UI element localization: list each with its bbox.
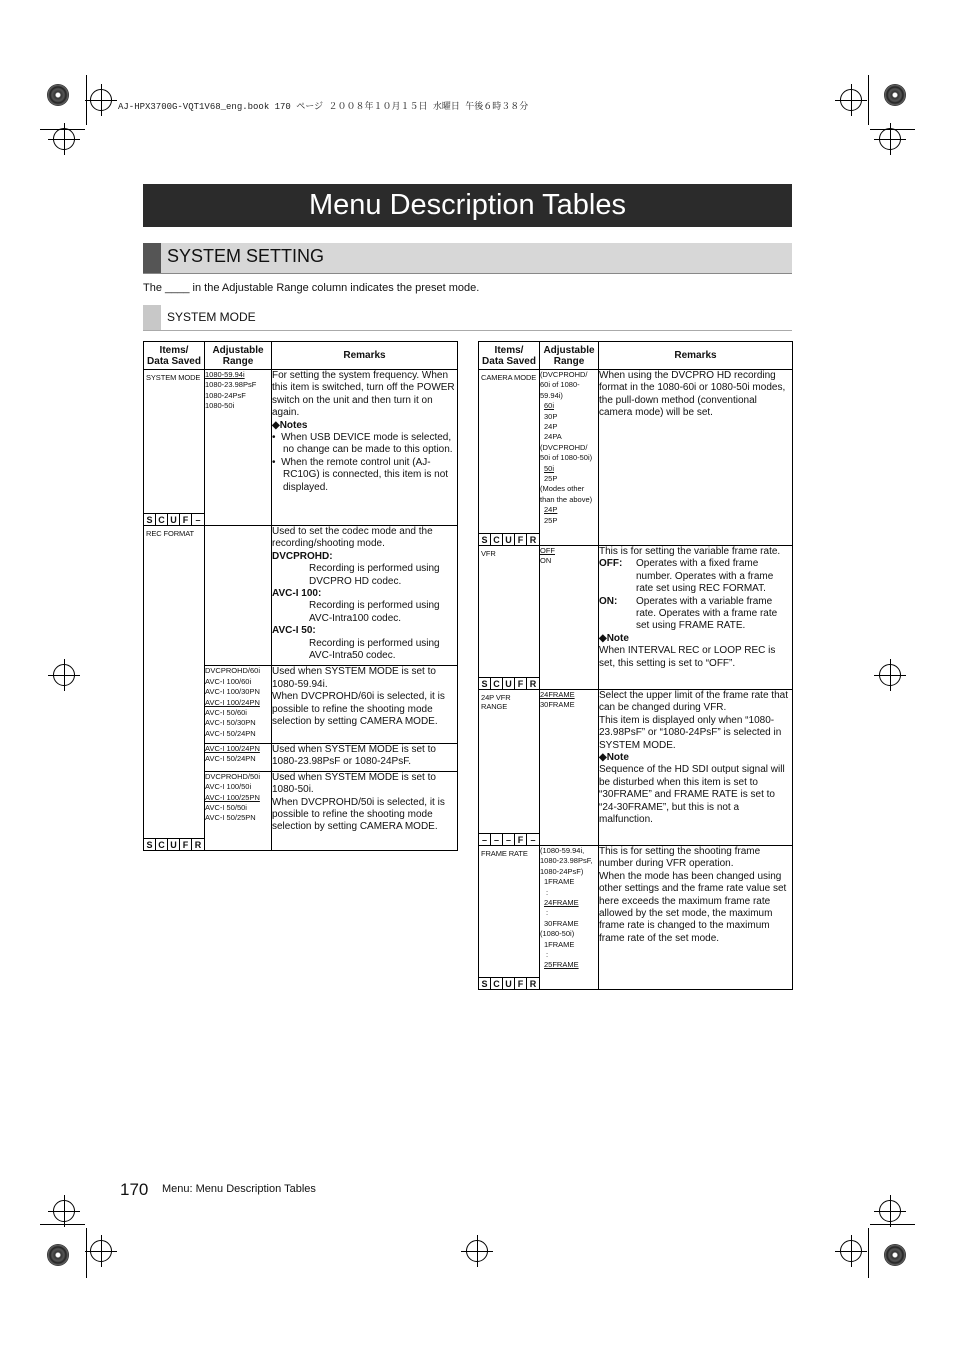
item-cell <box>479 690 540 846</box>
crop-line <box>868 1228 869 1278</box>
crop-line <box>40 1224 85 1225</box>
subsection-heading <box>143 305 792 331</box>
crosshair-mark-icon <box>53 128 75 150</box>
crosshair-mark-icon <box>90 1240 112 1262</box>
range-cell: OFF ON <box>540 546 599 690</box>
item-name: VFR <box>481 549 496 558</box>
crosshair-mark-icon <box>53 1200 75 1222</box>
item-name: CAMERA MODE <box>481 373 537 382</box>
data-saved-flags: – – – F – <box>479 833 539 845</box>
remarks-cell: Select the upper limit of the frame rate that can be changed during VFR. This item is displayed only when “1080-23.98PsF” or “1080-24PsF” is selected in SYSTEM MODE. ◆Note Sequence of the HD SDI output signal will be disturbed when this item is set to “30FRAME” and FRAME RATE is set to “24-30FRAME”, but this is not a malfunction. <box>599 690 793 846</box>
intro-text: The ____ in the Adjustable Range column indicates the preset mode. <box>143 282 480 294</box>
crosshair-mark-icon <box>90 89 112 111</box>
range-cell: 24FRAME 30FRAME <box>540 690 599 846</box>
page-title <box>143 184 792 227</box>
data-saved-flags: S C U F R <box>144 838 204 850</box>
remarks-cell: Used when SYSTEM MODE is set to 1080-59.94i. When DVCPROHD/60i is selected, it is possible to refine the shooting mode selection by setting CAMERA MODE. <box>272 666 458 743</box>
crosshair-mark-icon <box>840 1240 862 1262</box>
registration-rosette-icon <box>47 84 69 106</box>
right-menu-table <box>478 341 793 990</box>
item-name: REC FORMAT <box>146 529 195 538</box>
item-cell <box>144 370 205 526</box>
crop-line <box>86 1228 87 1278</box>
remarks-header: Remarks <box>272 342 458 370</box>
crop-line <box>868 75 869 125</box>
range-cell: (1080-59.94i, 1080-23.98PsF, 1080-24PsF) 1FRAME : 24FRAME : 30FRAME (1080-50i) 1FRAME : 25FRAME <box>540 846 599 990</box>
table-row-rec-format <box>144 526 458 666</box>
subsection-title: SYSTEM MODE <box>167 310 256 324</box>
data-saved-flags: S C U F R <box>479 977 539 989</box>
remarks-header: Remarks <box>599 342 793 370</box>
remarks-cell: This is for setting the variable frame rate. OFF: Operates with a fixed frame number. Operates with a frame rate set using REC FORMAT. ON: Operates with a variable frame rate. Operates with a frame rate set using FRAME RATE. ◆Note When INTERVAL REC or LOOP REC is set, this setting is set to “OFF”. <box>599 546 793 690</box>
crosshair-mark-icon <box>879 664 901 686</box>
remarks-cell: Used when SYSTEM MODE is set to 1080-23.98PsF or 1080-24PsF. <box>272 743 458 771</box>
data-saved-flags: S C U F – <box>144 513 204 525</box>
section-heading <box>143 243 792 274</box>
table-row-vfr <box>479 546 793 690</box>
registration-rosette-icon <box>47 1244 69 1266</box>
item-name: 24P VFR RANGE <box>481 693 511 711</box>
range-cell: DVCPROHD/50i AVC-I 100/50i AVC-I 100/25PN AVC-I 50/50i AVC-I 50/25PN <box>205 771 272 850</box>
item-cell <box>479 370 540 546</box>
footer-text: Menu: Menu Description Tables <box>162 1183 316 1195</box>
left-menu-table <box>143 341 458 851</box>
page-number: 170 <box>120 1180 149 1199</box>
range-header: Adjustable Range <box>540 342 599 370</box>
page-title-text: Menu Description Tables <box>308 189 627 221</box>
crop-line <box>870 1224 915 1225</box>
table-row-system-mode <box>144 370 458 526</box>
item-cell <box>479 846 540 990</box>
range-cell: DVCPROHD/60i AVC-I 100/60i AVC-I 100/30PN AVC-I 100/24PN AVC-I 50/60i AVC-I 50/30PN AVC-I 50/24PN <box>205 666 272 743</box>
table-header-row <box>479 342 793 370</box>
table-row-camera-mode <box>479 370 793 546</box>
crosshair-mark-icon <box>466 1240 488 1262</box>
item-name: SYSTEM MODE <box>146 373 201 382</box>
registration-rosette-icon <box>884 1244 906 1266</box>
remarks-cell: Used to set the codec mode and the recording/shooting mode. DVCPROHD: Recording is performed using DVCPRO HD codec. AVC-I 100: Recording is performed using AVC-Intra100 codec. AVC-I 50: Recording is performed using AVC-Intra50 codec. <box>272 526 458 666</box>
item-cell <box>479 546 540 690</box>
item-name: FRAME RATE <box>481 849 528 858</box>
subsection-accent <box>143 305 161 330</box>
remarks-cell: This is for setting the shooting frame number during VFR operation. When the mode has been changed using other settings and the frame rate value set here exceeds the maximum frame rate allowed by the set mode, the maximum frame rate is changed to the maximum frame rate of the set mode. <box>599 846 793 990</box>
data-saved-flags: S C U F R <box>479 533 539 545</box>
item-cell <box>144 526 205 851</box>
registration-rosette-icon <box>884 84 906 106</box>
section-title: SYSTEM SETTING <box>167 246 325 266</box>
table-row-frame-rate <box>479 846 793 990</box>
items-header: Items/ Data Saved <box>479 342 540 370</box>
remarks-cell: When using the DVCPRO HD recording format in the 1080-60i or 1080-50i modes, the pull-down method (conventional camera mode) will be set. <box>599 370 793 546</box>
crop-line <box>86 75 87 125</box>
range-cell: AVC-I 100/24PN AVC-I 50/24PN <box>205 743 272 771</box>
book-header-line: AJ-HPX3700G-VQT1V68_eng.book 170 ページ ２００８年１０月１５日 水曜日 午後６時３８分 <box>118 102 529 112</box>
remarks-cell: For setting the system frequency. When this item is switched, turn off the POWER switch on the unit and then turn it on again. ◆Notes • When USB DEVICE mode is selected, no change can be made to this option. • When the remote control unit (AJ-RC10G) is connected, this item is not displayed. <box>272 370 458 526</box>
section-accent <box>143 243 161 273</box>
data-saved-flags: S C U F R <box>479 677 539 689</box>
range-cell <box>205 526 272 666</box>
table-row-24p-vfr-range <box>479 690 793 846</box>
range-cell: (DVCPROHD/ 60i of 1080- 59.94i) 60i 30P 24P 24PA (DVCPROHD/ 50i of 1080-50i) 50i 25P (Modes other than the above) 24P 25P <box>540 370 599 546</box>
crosshair-mark-icon <box>840 89 862 111</box>
crosshair-mark-icon <box>879 128 901 150</box>
remarks-cell: Used when SYSTEM MODE is set to 1080-50i. When DVCPROHD/50i is selected, it is possible to refine the shooting mode selection by setting CAMERA MODE. <box>272 771 458 850</box>
table-header-row <box>144 342 458 370</box>
crosshair-mark-icon <box>879 1200 901 1222</box>
items-header: Items/ Data Saved <box>144 342 205 370</box>
range-cell: 1080-59.94i 1080-23.98PsF 1080-24PsF 1080-50i <box>205 370 272 526</box>
crosshair-mark-icon <box>53 664 75 686</box>
range-header: Adjustable Range <box>205 342 272 370</box>
